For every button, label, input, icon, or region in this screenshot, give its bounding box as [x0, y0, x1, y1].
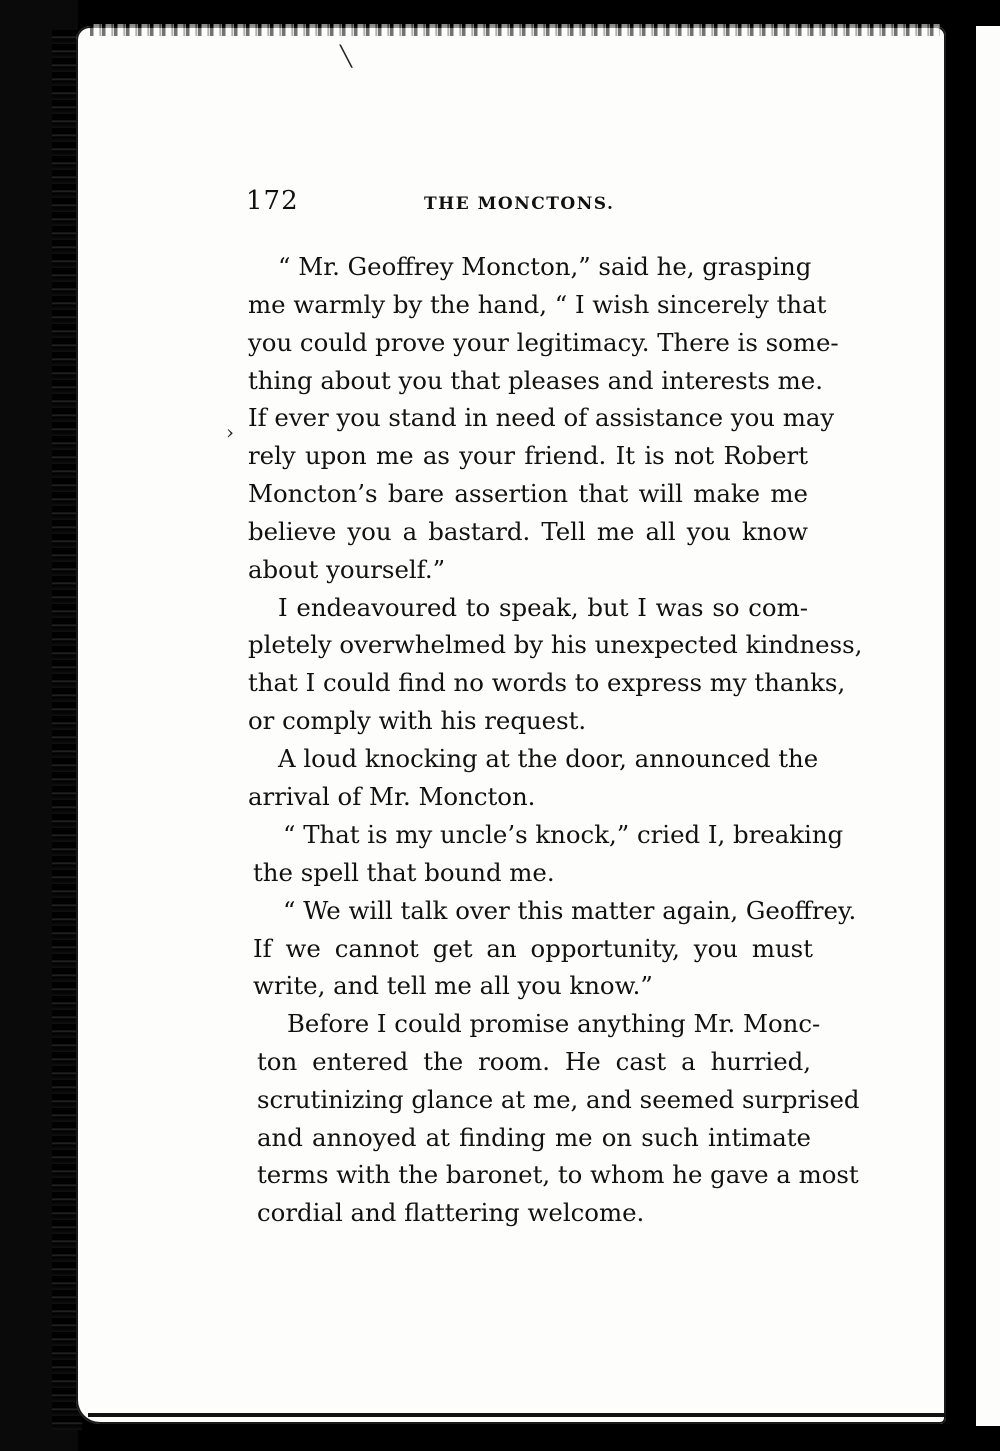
text-line: you could prove your legitimacy. There is some- — [248, 327, 839, 357]
scan-bottom-edge — [88, 1413, 946, 1417]
text-line: believe you a bastard. Tell me all you know — [248, 516, 808, 546]
text-line: pletely overwhelmed by his unexpected kindness, — [248, 630, 863, 660]
text-line: cordial and flattering welcome. — [257, 1198, 645, 1228]
text-line: terms with the baronet, to whom he gave a most — [257, 1160, 859, 1190]
text-line: A loud knocking at the door, announced the — [278, 743, 819, 773]
text-line: I endeavoured to speak, but I was so com- — [278, 592, 808, 622]
text-line: ton entered the room. He cast a hurried, — [257, 1046, 811, 1076]
text-line: If we cannot get an opportunity, you must — [253, 933, 813, 963]
text-line: If ever you stand in need of assistance you may — [248, 403, 835, 433]
text-line: write, and tell me all you know.” — [253, 971, 653, 1001]
next-page-sliver — [960, 26, 1000, 1426]
text-line: “ Mr. Geoffrey Moncton,” said he, grasping — [278, 252, 812, 281]
text-line: that I could find no words to express my thanks, — [248, 668, 846, 698]
text-line: “ That is my uncle’s knock,” cried I, breaking — [283, 820, 844, 849]
text-line: rely upon me as your friend. It is not Robert — [248, 441, 808, 471]
body-text-final — [257, 1005, 860, 1232]
body-text-lower — [253, 816, 857, 1005]
text-line: scrutinizing glance at me, and seemed surprised — [257, 1084, 860, 1114]
text-line: thing about you that pleases and interests me. — [248, 365, 823, 395]
text-line: or comply with his request. — [248, 706, 587, 736]
body-text — [248, 248, 863, 816]
text-line: arrival of Mr. Moncton. — [248, 781, 536, 811]
scan-top-edge — [90, 24, 940, 36]
text-line: me warmly by the hand, “ I wish sincerely that — [248, 289, 827, 319]
text-line: about yourself.” — [248, 554, 446, 584]
page-number: 172 — [246, 186, 299, 216]
running-title: THE MONCTONS. — [424, 194, 615, 214]
text-line: the spell that bound me. — [253, 857, 555, 887]
text-line: “ We will talk over this matter again, Geoffrey. — [283, 895, 857, 925]
text-line: Before I could promise anything Mr. Monc- — [287, 1009, 821, 1038]
text-line: and annoyed at finding me on such intimate — [257, 1122, 811, 1152]
page-header — [246, 186, 626, 226]
text-line: Moncton’s bare assertion that will make me — [248, 479, 808, 509]
stray-mark: ╲ — [340, 44, 353, 68]
margin-mark: › — [226, 420, 234, 444]
